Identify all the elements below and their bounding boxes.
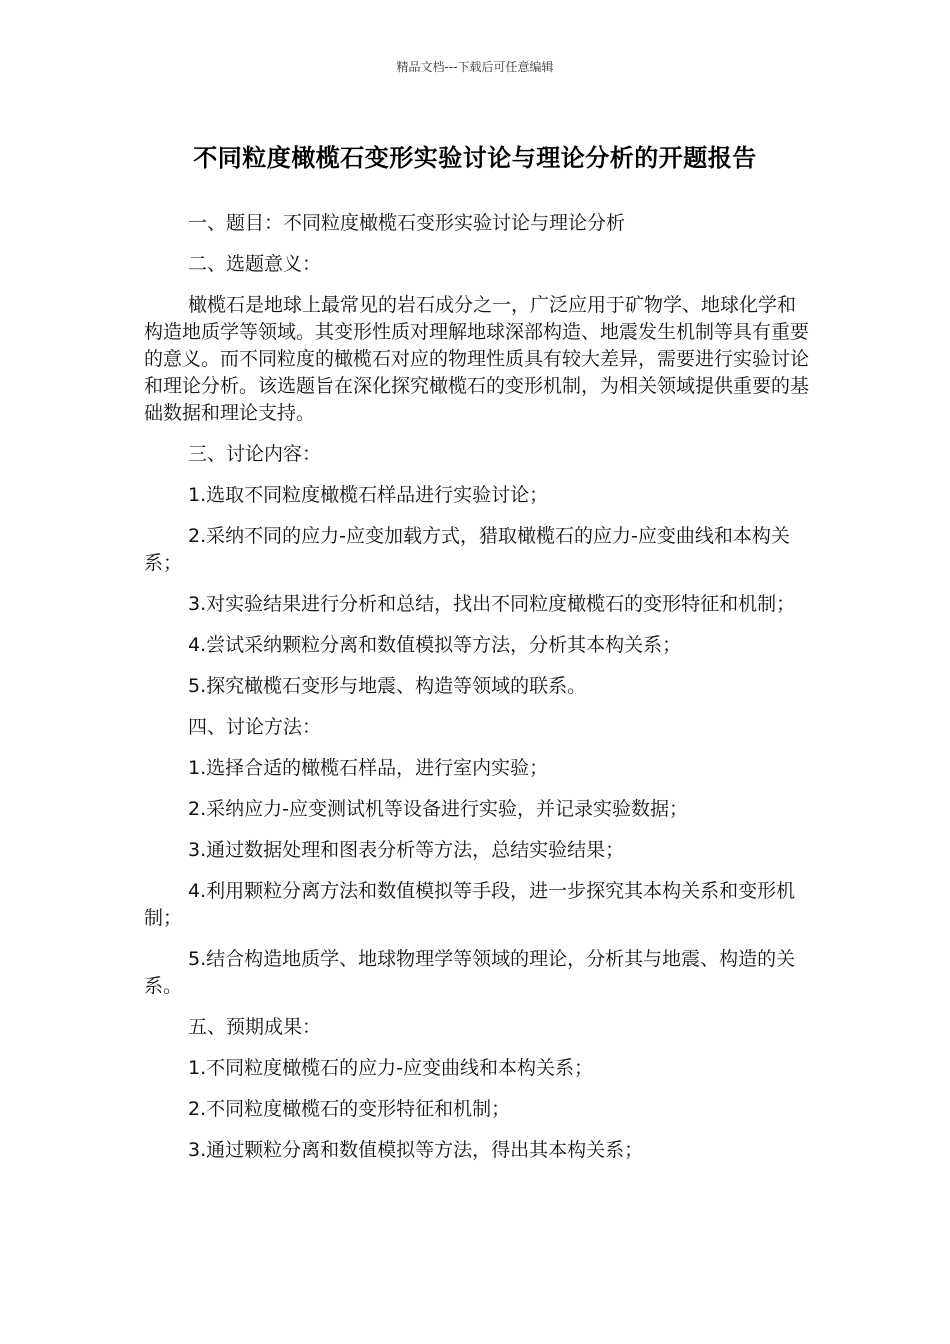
document-body [144, 210, 810, 1178]
heading-outcomes: 五、预期成果： [188, 1016, 322, 1038]
method-item: 4.利用颗粒分离方法和数值模拟等手段，进一步探究其本构关系和变形机制； [144, 880, 796, 929]
heading-significance: 二、选题意义： [188, 253, 322, 275]
content-item: 1.选取不同粒度橄榄石样品进行实验讨论； [188, 484, 549, 506]
method-item: 2.采纳应力-应变测试机等设备进行实验，并记录实验数据； [188, 798, 688, 820]
outcome-item: 1.不同粒度橄榄石的应力-应变曲线和本构关系； [188, 1057, 593, 1079]
heading-topic: 一、题目：不同粒度橄榄石变形实验讨论与理论分析 [188, 212, 626, 234]
outcome-item: 2.不同粒度橄榄石的变形特征和机制； [188, 1098, 511, 1120]
significance-paragraph: 橄榄石是地球上最常见的岩石成分之一，广泛应用于矿物学、地球化学和构造地质学等领域。其变形性质对理解地球深部构造、地震发生机制等具有重要的意义。而不同粒度的橄榄石对应的物理性质具有较大差异，需要进行实验讨论和理论分析。该选题旨在深化探究橄榄石的变形机制，为相关领域提供重要的基础数据和理论支持。 [144, 294, 810, 424]
content-item: 5.探究橄榄石变形与地震、构造等领域的联系。 [188, 675, 587, 697]
outcome-item: 3.通过颗粒分离和数值模拟等方法，得出其本构关系； [188, 1139, 644, 1161]
heading-content: 三、讨论内容： [188, 443, 322, 465]
method-item: 5.结合构造地质学、地球物理学等领域的理论，分析其与地震、构造的关系。 [144, 948, 796, 997]
method-item: 1.选择合适的橄榄石样品，进行室内实验； [188, 757, 549, 779]
header-note: 精品文档---下载后可任意编辑 [396, 60, 554, 74]
content-item: 2.采纳不同的应力-应变加载方式，猎取橄榄石的应力-应变曲线和本构关系； [144, 525, 790, 574]
heading-methods: 四、讨论方法： [188, 716, 322, 738]
content-item: 3.对实验结果进行分析和总结，找出不同粒度橄榄石的变形特征和机制； [188, 593, 796, 615]
document-title: 不同粒度橄榄石变形实验讨论与理论分析的开题报告 [193, 144, 757, 172]
method-item: 3.通过数据处理和图表分析等方法，总结实验结果； [188, 839, 625, 861]
content-item: 4.尝试采纳颗粒分离和数值模拟等方法，分析其本构关系； [188, 634, 682, 656]
